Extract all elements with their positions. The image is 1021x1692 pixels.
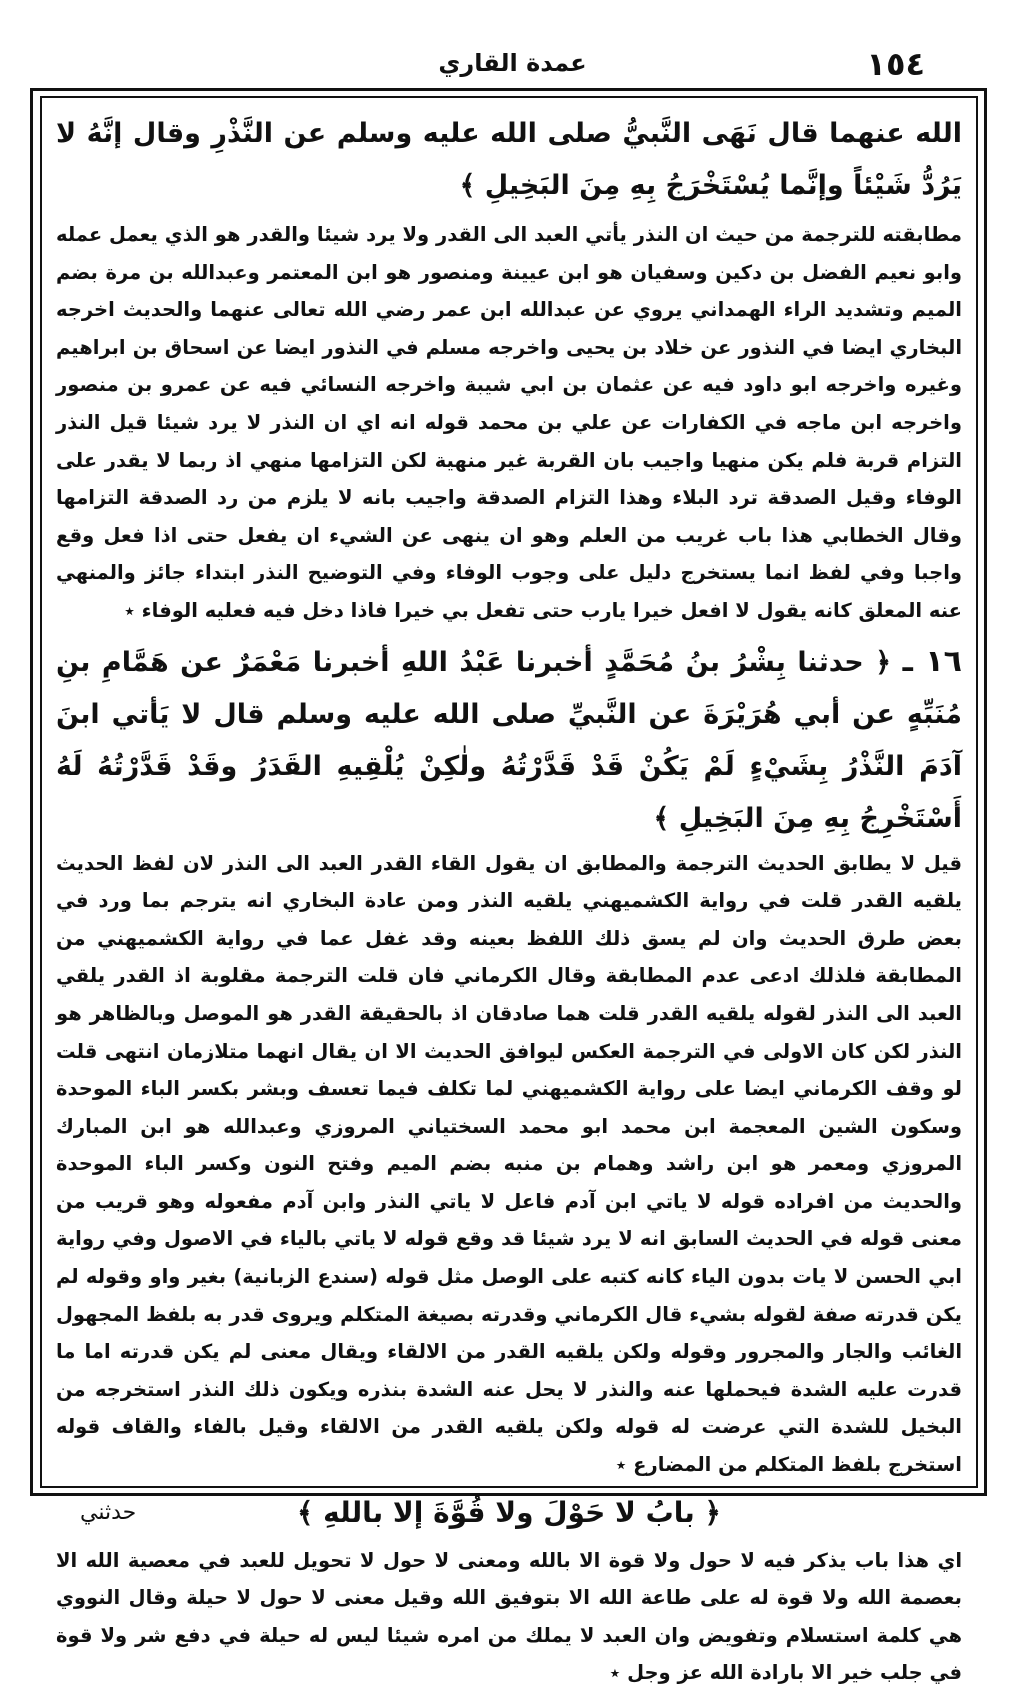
commentary-3: اي هذا باب يذكر فيه لا حول ولا قوة الا بالله ومعنى لا حول لا تحويل للعبد في معصية الله الا بعصمة الله ولا قوة له على طاعة الله الا بتوفيق الله وقيل معنى لا حول لا حيلة وقال النووي هي كلمة استسلام وتفويض وان العبد لا يملك من امره شيئا ليس له حيلة في دفع شر ولا قوة في جلب خير الا بارادة الله عز وجل ٭ [56,1548,962,1685]
page-number: ١٥٤ [866,45,925,83]
page-header [40,45,985,85]
hadith-text-1: الله عنهما قال نَهَى النَّبيُّ صلى الله عليه وسلم عن النَّذْرِ وقال إنَّهُ لا يَرُدُّ شَيْئاً وإنَّما يُسْتَخْرَجُ بِهِ مِنَ البَخِيلِ ﴾ [56,118,962,201]
commentary-2: قيل لا يطابق الحديث الترجمة والمطابق ان يقول القاء القدر العبد الى النذر لان لفظ الحديث يلقيه القدر قلت في رواية الكشميهني يلقيه النذر ومن عادة البخاري انه يترجم بما ورد في بعض طرق الحديث وان لم يسق ذلك اللفظ بعينه وقد غفل عما في رواية الكشميهني من المطابقة فلذلك ادعى عدم المطابقة وقال الكرماني فان قلت الترجمة مقلوبة اذ القدر يلقي العبد الى النذر لقوله يلقيه القدر قلت هما صادقان اذ بالحقيقة القدر هو الموصل وبالظاهر هو النذر لكن كان الاولى في الترجمة العكس ليوافق الحديث الا ان يقال انهما متلازمان انتهى قلت لو وقف الكرماني ايضا على رواية الكشميهني لما تكلف فيما تعسف وبشر بكسر الباء الموحدة وسكون الشين المعجمة ابن محمد ابو محمد السختياني المروزي وعبدالله هو ابن المبارك المروزي ومعمر هو ابن راشد وهمام بن منبه بضم الميم وفتح النون وكسر الباء الموحدة والحديث من افراده قوله لا ياتي ابن آدم فاعل لا ياتي النذر وابن آدم مفعوله وهو قريب من معنى قوله في الحديث السابق انه لا يرد شيئا قد وقع قوله لا ياتي بالياء في الاصول وفي رواية ابي الحسن لا يات بدون الياء كانه كتبه على الوصل مثل قوله (سندع الزبانية) بغير واو وقوله لم يكن قدرته صفة لقوله بشيء قال الكرماني وقدرته بصيغة المتكلم ويروى قدر به بلفظ المجهول الغائب والجار والمجرور وقوله ولكن يلقيه القدر من الالقاء ويقال معنى لم يكن قدرته اما ما قدرت عليه الشدة فيحملها عنه والنذر لا يحل عنه الشدة بنذره ويكون ذلك النذر استخرجه من البخيل للشدة التي عرضت له قوله ولكن يلقيه القدر من الالقاء وقيل بالفاء والقاف قوله استخرج بلفظ المتكلم من المضارع ٭ [56,851,962,1477]
footer-catchword: حدثني [80,1500,137,1525]
commentary-1: مطابقته للترجمة من حيث ان النذر يأتي العبد الى القدر ولا يرد شيئا والقدر هو الذي يعمل عمله وابو نعيم الفضل بن دكين وسفيان هو ابن عيينة ومنصور هو ابن المعتمر وعبدالله بن مرة بضم الميم وتشديد الراء الهمداني يروي عن عبدالله ابن عمر رضي الله تعالى عنهما والحديث اخرجه البخاري ايضا في النذور عن خلاد بن يحيى واخرجه مسلم في النذور ايضا عن اسحاق بن ابراهيم وغيره واخرجه ابو داود فيه عن عثمان بن ابي شيبة واخرجه النسائي فيه عن عمرو بن منصور واخرجه ابن ماجه في الكفارات عن علي بن محمد قوله انه اي ان النذر لا يرد شيئا قيل النذر التزام قربة فلم يكن منهيا واجيب بان القربة غير منهية لكن التزامها منهي اذ ربما لا يقدر على الوفاء وقيل الصدقة ترد البلاء وهذا التزام الصدقة واجيب بانه لا يلزم من رد الصدقة التزامها وقال الخطابي هذا باب غريب من العلم وهو ان ينهى عن الشيء ان يفعل حتى اذا فعل وقع واجبا وفي لفظ انما يستخرج دليل على وجوب الوفاء وفي التوضيح النذر ابتداء جائز والمنهي عنه المعلق كانه يقول لا افعل خيرا يارب حتى تفعل بي خيرا فاذا دخل فيه فعليه الوفاء ٭ [56,223,962,622]
chapter-heading: ﴿ بابُ لا حَوْلَ ولا قُوَّةَ إلا باللهِ ﴾ [297,1495,721,1529]
hadith-number: ١٦ ـ [902,643,962,679]
hadith-block-16 [56,636,962,845]
hadith-text-2: ﴿ حدثنا بِشْرُ بنُ مُحَمَّدٍ أخبرنا عَبْدُ اللهِ أخبرنا مَعْمَرٌ عن هَمَّامِ بنِ مُنَبِّهٍ عن أبي هُرَيْرَةَ عن النَّبيِّ صلى الله عليه وسلم قال لا يَأتي ابنَ آدَمَ النَّذْرُ بِشَيْءٍ لَمْ يَكُنْ قَدْ قَدَّرْتُهُ ولٰكِنْ يُلْقِيهِ القَدَرُ وقَدْ قَدَّرْتُهُ لَهُ أَسْتَخْرِجُ بِهِ مِنَ البَخِيلِ ﴾ [56,646,962,834]
running-title: عمدة القاري [438,49,587,77]
